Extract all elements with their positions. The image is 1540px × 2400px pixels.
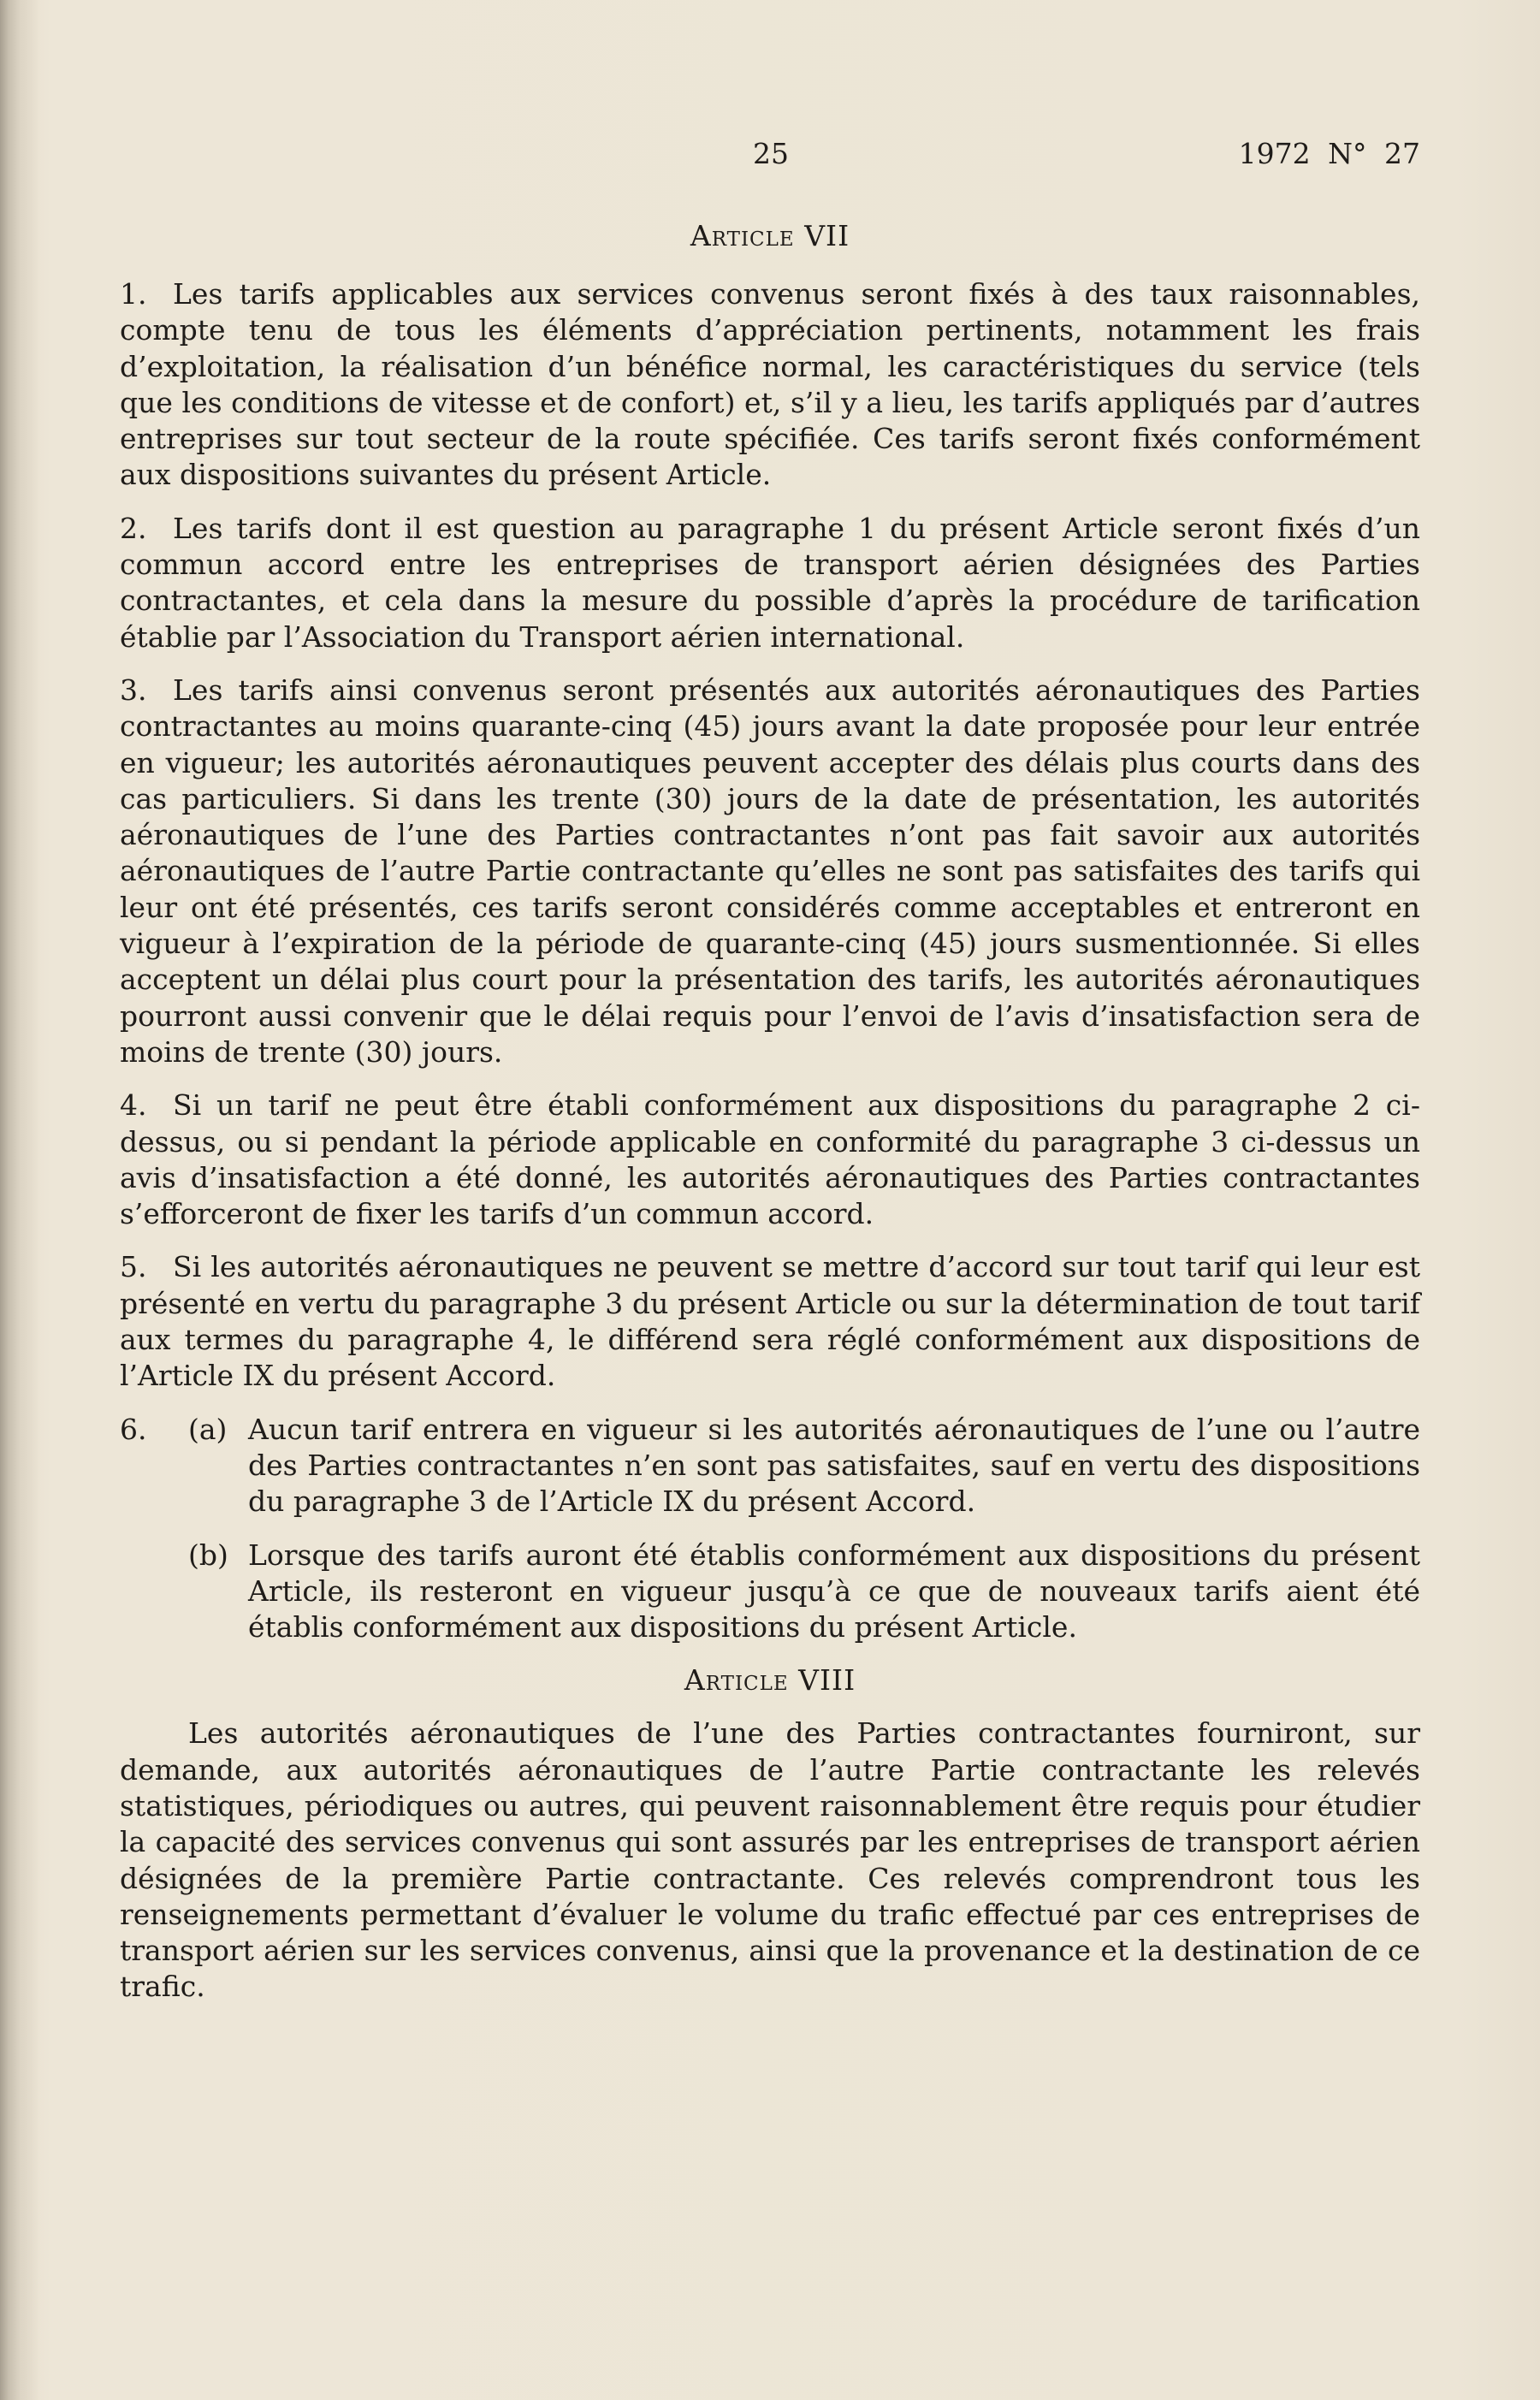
book-spine-shadow [0,0,39,2400]
article-vii-paragraph-5 [120,1249,1420,1394]
subparagraph-list [188,1412,1420,1646]
paragraph-number: 2. [120,511,147,545]
article-vii-paragraph-1 [120,276,1420,494]
paragraph-text: Les tarifs ainsi convenus seront présentés aux autorités aéronautiques des Parties contractantes au moins quarante-cinq (45) jours avant la date proposée pour leur entrée en vigueur; les autorités aéronautiques peuvent accepter des délais plus courts dans des cas particuliers. Si dans les trente (30) jours de la date de présentation, les autorités aéronautiques de l’une des Parties contractantes n’ont pas fait savoir aux autorités aéronautiques de l’autre Partie contractante qu’elles ne sont pas satisfaites des tarifs qui leur ont été présentés, ces tarifs seront considérés comme acceptables et entreront en vigueur à l’expiration de la période de quarante-cinq (45) jours susmentionnée. Si elles acceptent un délai plus court pour la présentation des tarifs, les autorités aéronautiques pourront aussi convenir que le délai requis pour l’envoi de l’avis d’insatisfaction sera de moins de trente (30) jours. [120,673,1420,1069]
paragraph-number: 6. [120,1412,147,1446]
paragraph-text: Les tarifs applicables aux services convenus seront fixés à des taux raisonnables, compte tenu de tous les éléments d’appréciation pertinents, notamment les frais d’exploitation, la réalisation d’un bénéfice normal, les caractéristiques du service (tels que les conditions de vitesse et de confort) et, s’il y a lieu, les tarifs appliqués par d’autres entreprises sur tout secteur de la route spécifiée. Ces tarifs seront fixés conformément aux dispositions suivantes du présent Article. [120,277,1420,492]
subparagraph-b [188,1538,1420,1646]
article-vii-paragraph-2 [120,511,1420,655]
article-viii-title: Article VIII [684,1663,856,1698]
subparagraph-label: (b) [188,1538,228,1572]
subparagraph-a [188,1412,1420,1520]
paragraph-text: Si un tarif ne peut être établi conformément aux dispositions du paragraphe 2 ci-dessus, ou si pendant la période applicable en conformité du paragraphe 3 ci-dessus un avis d’insatisfaction a été donné, les autorités aéronautiques des Parties contractantes s’efforceront de fixer les tarifs d’un commun accord. [120,1088,1420,1231]
paragraph-number: 5. [120,1250,147,1284]
paragraph-number: 3. [120,673,147,707]
subparagraph-text: Lorsque des tarifs auront été établis conformément aux dispositions du présent Article, ils resteront en vigueur jusqu’à ce que de nouveaux tarifs aient été établis conformément aux dispositions du présent Article. [248,1538,1420,1644]
paragraph-text: Les tarifs dont il est question au paragraphe 1 du présent Article seront fixés d’un commun accord entre les entreprises de transport aérien désignées des Parties contractantes, et cela dans la mesure du possible d’après la procédure de tarification établie par l’Association du Transport aérien international. [120,511,1420,654]
article-vii-paragraph-4 [120,1087,1420,1232]
article-viii-paragraph: Les autorités aéronautiques de l’une des Parties contractantes fourniront, sur demande, aux autorités aéronautiques de l’autre Partie contractante les relevés statistiques, périodiques ou autres, qui peuvent raisonnablement être requis pour étudier la capacité des services convenus qui sont assurés par les entreprises de transport aérien désignées de la première Partie contractante. Ces relevés comprendront tous les renseignements permettant d’évaluer le volume du trafic effectué par ces entreprises de transport aérien sur les services convenus, ainsi que la provenance et la destination de ce trafic. [120,1716,1420,2004]
article-vii-paragraph-6 [120,1412,1420,1646]
page-number: 25 [753,137,789,170]
paragraph-number: 4. [120,1088,147,1123]
page-content [120,218,1420,2023]
article-vii-paragraph-3 [120,673,1420,1070]
article-vii-title: Article VII [690,219,850,252]
paragraph-text: Si les autorités aéronautiques ne peuvent se mettre d’accord sur tout tarif qui leur est présenté en vertu du paragraphe 3 du présent Article ou sur la détermination de tout tarif aux termes du paragraphe 4, le différend sera réglé conformément aux dispositions de l’Article IX du présent Accord. [120,1250,1420,1393]
subparagraph-label: (a) [188,1412,228,1446]
publication-reference: 1972 N° 27 [1238,137,1420,170]
paragraph-number: 1. [120,277,147,311]
page-header [120,137,1420,188]
subparagraph-text: Aucun tarif entrera en vigueur si les autorités aéronautiques de l’une ou l’autre des Parties contractantes n’en sont pas satisfaites, sauf en vertu des dispositions du paragraphe 3 de l’Article IX du présent Accord. [248,1412,1420,1519]
